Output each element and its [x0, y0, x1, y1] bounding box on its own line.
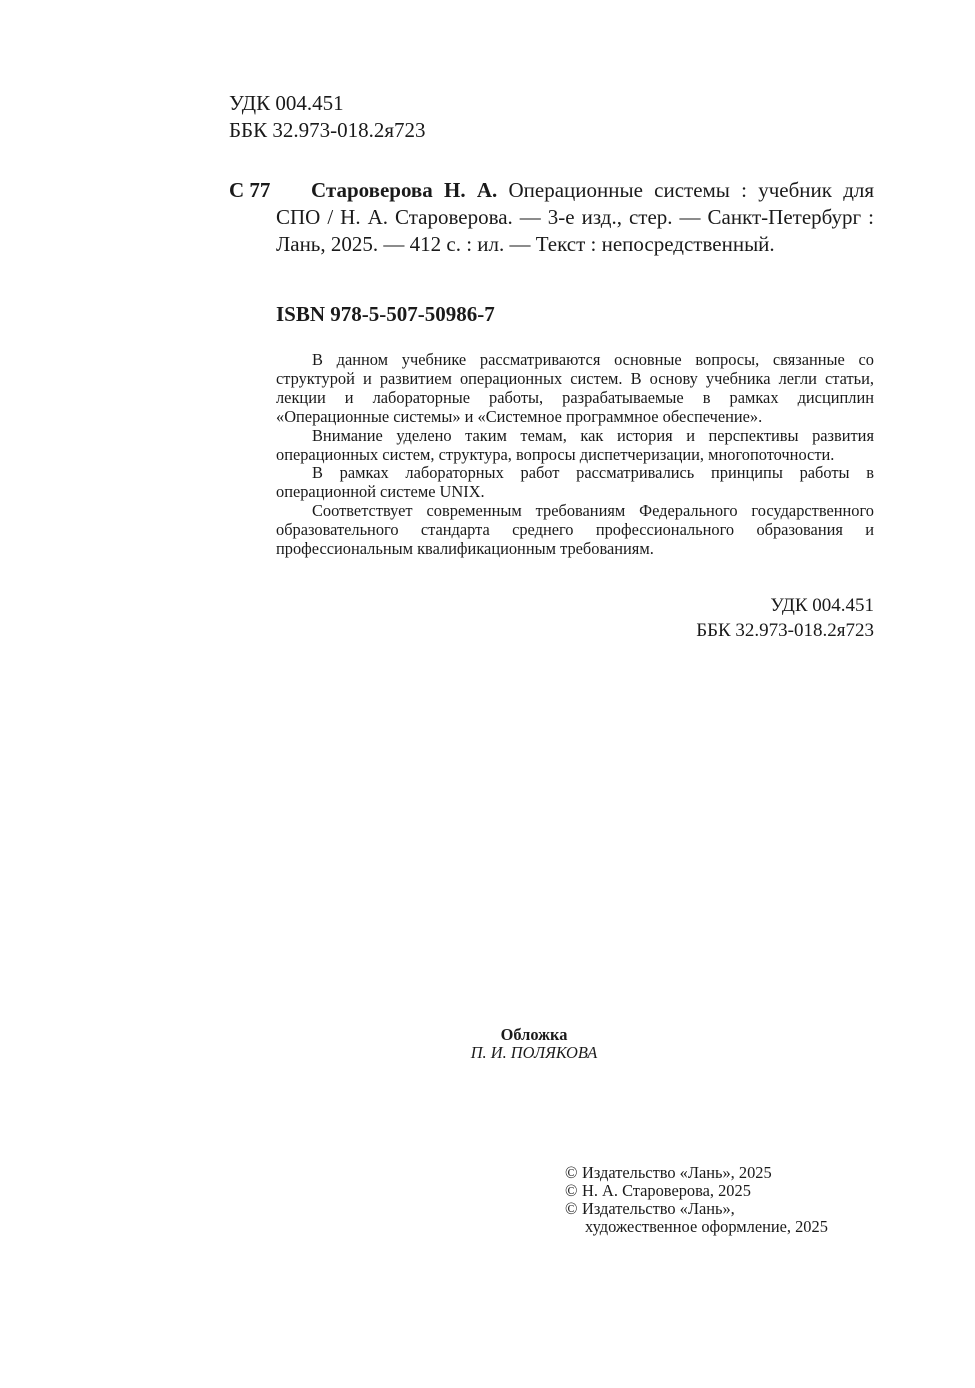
copyright-block — [565, 1164, 828, 1236]
annotation — [276, 351, 874, 559]
isbn: ISBN 978-5-507-50986-7 — [276, 302, 495, 326]
author-name: Староверова Н. А. — [311, 178, 498, 202]
classification-header — [229, 90, 426, 144]
copyright-icon: © — [565, 1199, 578, 1218]
udk-code: УДК 004.451 — [770, 595, 874, 616]
cover-designer: П. И. ПОЛЯКОВА — [470, 1043, 598, 1062]
author-sign-code: С 77 — [229, 178, 271, 202]
copyright-icon: © — [565, 1181, 578, 1200]
copyright-icon: © — [565, 1163, 578, 1182]
classification-footer — [696, 593, 874, 643]
copyright-line: © Издательство «Лань», 2025 — [565, 1163, 772, 1182]
cover-label: Обложка — [500, 1025, 568, 1044]
copyright-line: © Издательство «Лань», — [565, 1199, 735, 1218]
annotation-paragraph: В данном учебнике рассматриваются основные вопросы, связанные со структурой и развитием операционных систем. В основу учебника легли статьи, лекции и лабораторные работы, разрабатываемые в рамках дисциплин «Операционные системы» и «Системное программное обеспечение». — [276, 350, 874, 426]
annotation-paragraph: Соответствует современным требованиям Федерального государственного образовательного стандарта среднего профессионального образования и профессиональным квалификационным требованиям. — [276, 501, 874, 559]
description-text: Операционные системы : учебник для СПО / Н. А. Староверова. — 3-е изд., стер. — Санкт-Петербург : Лань, 2025. — 412 с. : ил. — Текст : непосредственный. — [276, 178, 875, 256]
annotation-paragraph: В рамках лабораторных работ рассматривались принципы работы в операционной системе UNIX. — [276, 463, 874, 502]
udk-code: УДК 004.451 — [229, 91, 344, 115]
bbk-code: ББК 32.973-018.2я723 — [229, 118, 426, 142]
bibliographic-description — [276, 177, 874, 258]
copyright-line-continuation: художественное оформление, 2025 — [585, 1217, 828, 1236]
bibliographic-entry — [229, 177, 874, 258]
bbk-code: ББК 32.973-018.2я723 — [696, 620, 874, 641]
cover-credit — [0, 1026, 975, 1062]
copyright-line: © Н. А. Староверова, 2025 — [565, 1181, 751, 1200]
annotation-paragraph: Внимание уделено таким темам, как история и перспективы развития операционных систем, структура, вопросы диспетчеризации, многопоточности. — [276, 425, 874, 464]
